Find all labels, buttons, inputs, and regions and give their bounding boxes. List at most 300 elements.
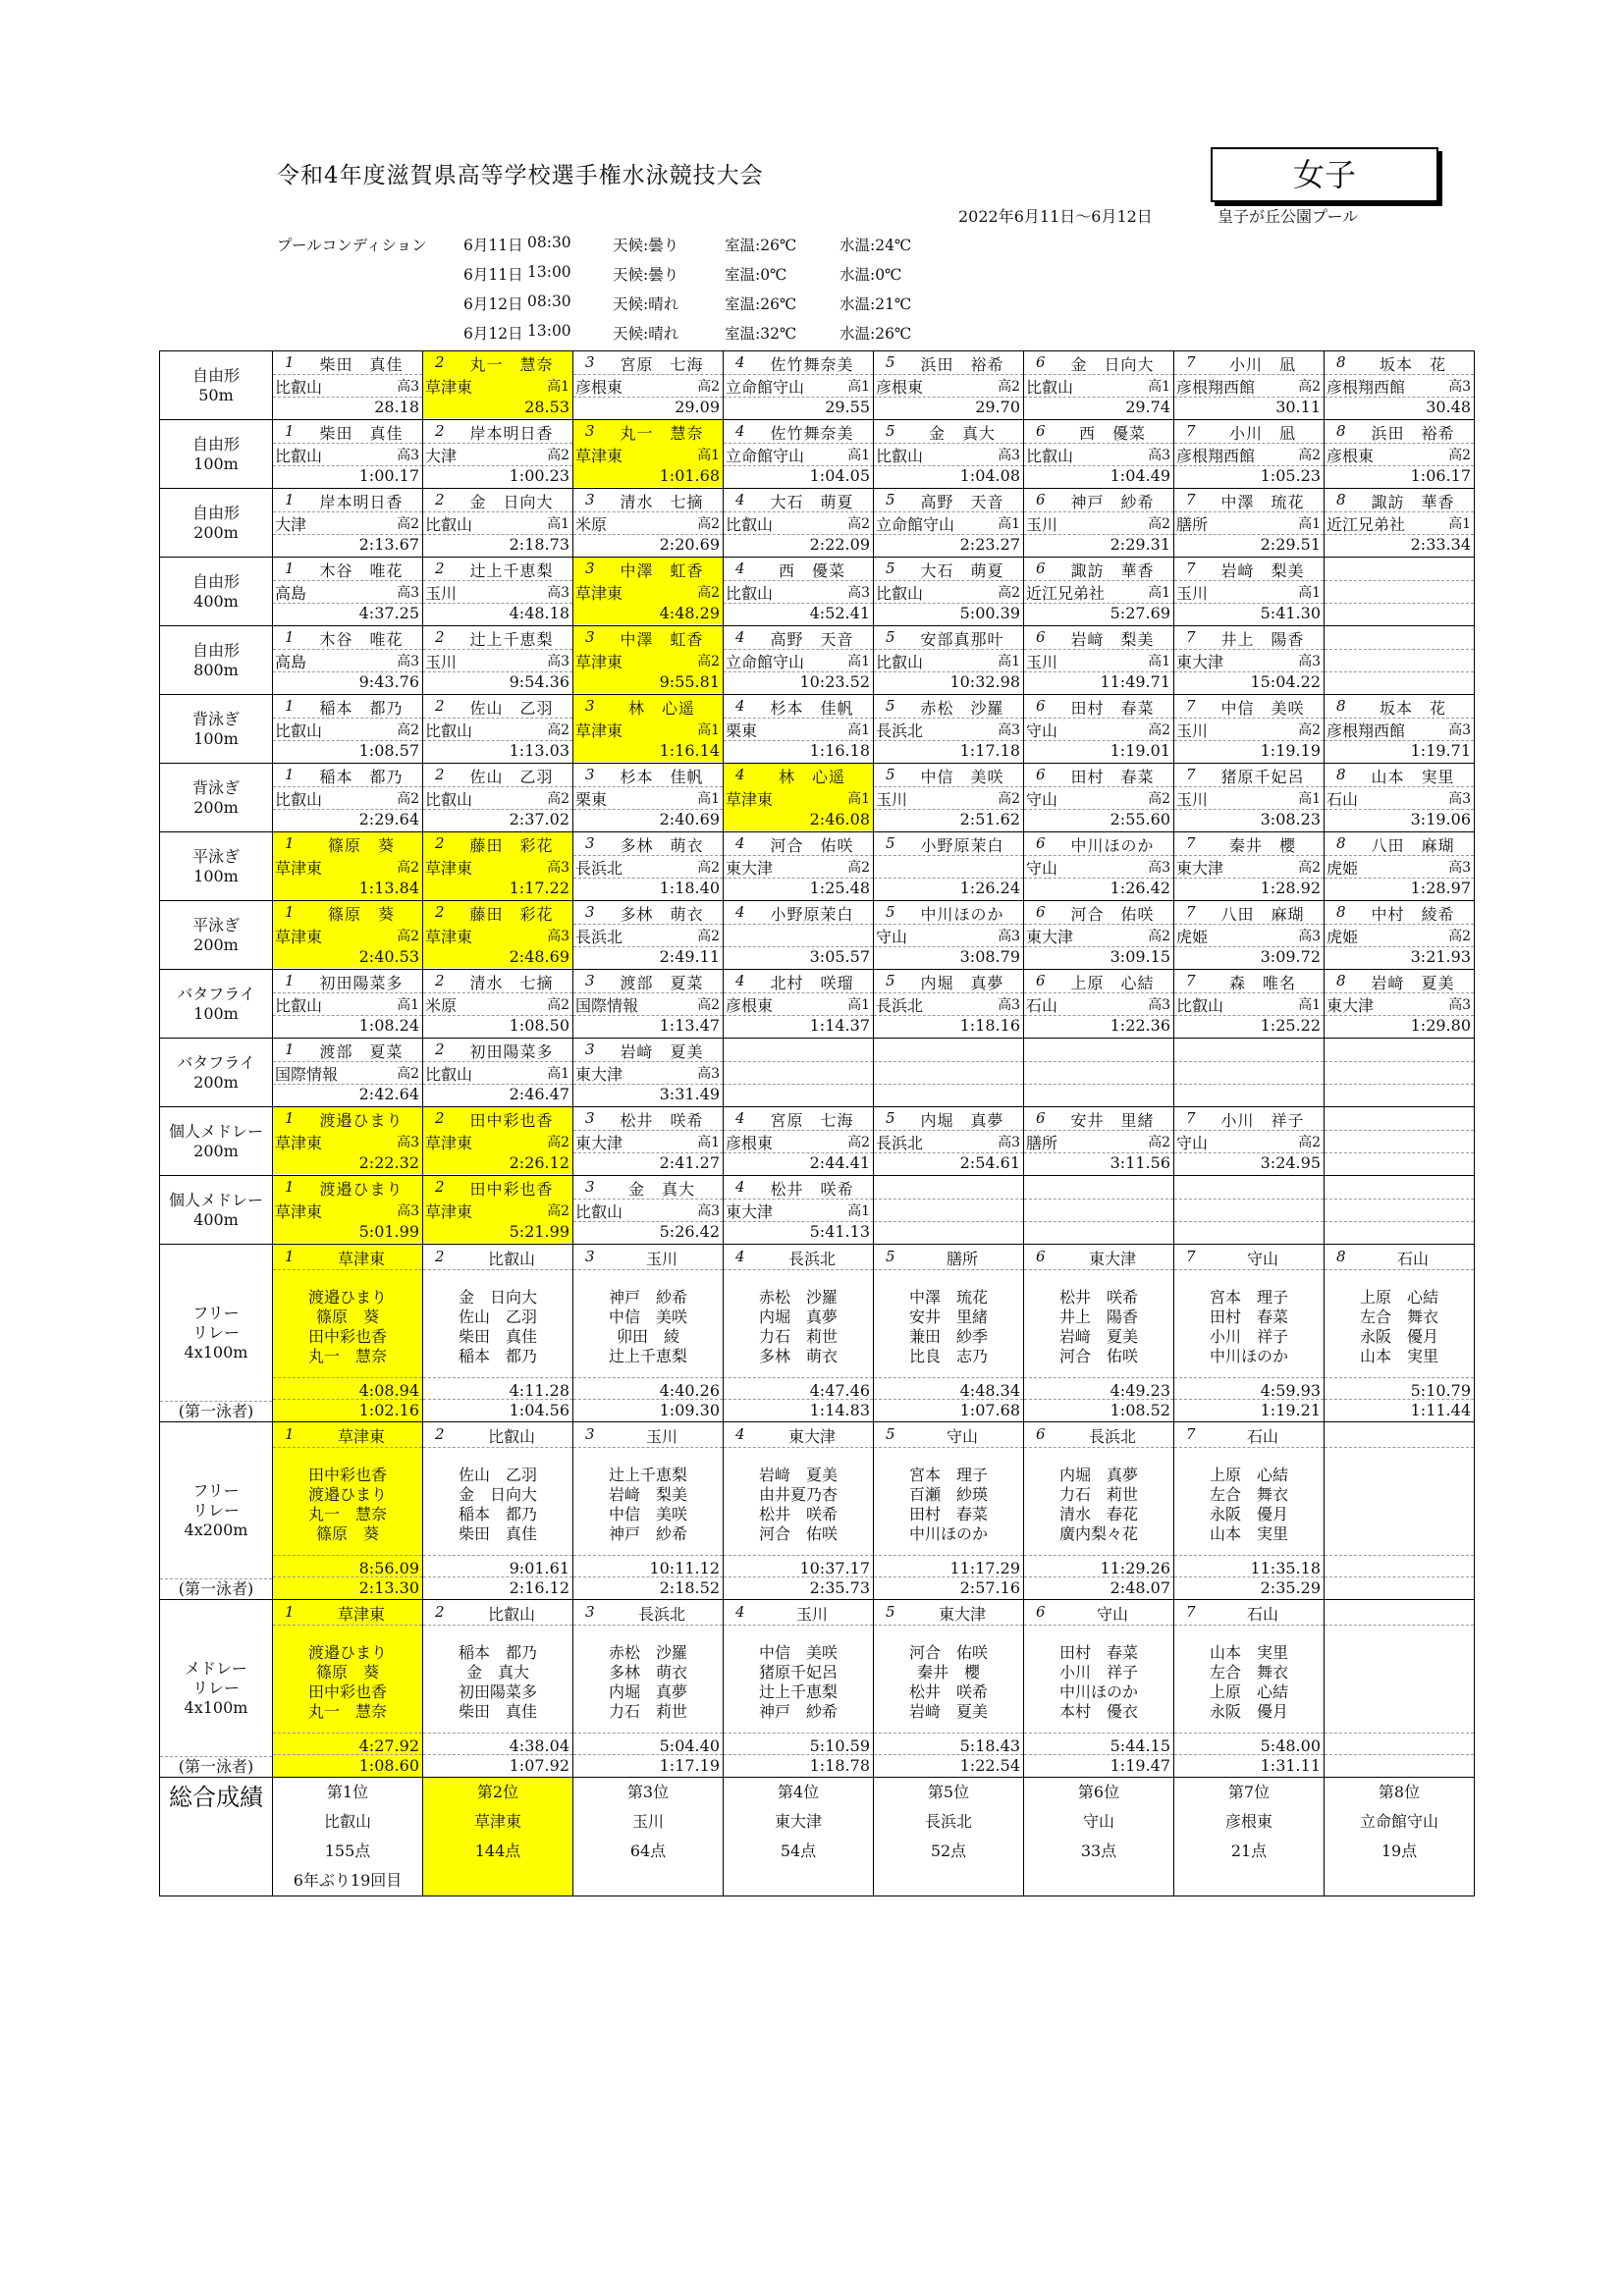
grade: 高2 [547,448,569,463]
result-line-school [423,855,572,879]
relay-swimmer: 丸一 慧奈 [307,1702,387,1721]
grade: 高3 [998,722,1020,738]
result-time: 1:00.23 [509,466,569,485]
result-line-name [273,1176,422,1200]
relay-team-line [1325,1422,1474,1448]
result-cell [724,1176,874,1245]
result-line-school [1325,374,1474,398]
result-line-time [1024,465,1173,487]
result-time: 2:29.31 [1110,535,1170,554]
result-line-school [1325,924,1474,947]
result-line-name [874,970,1023,993]
result-cell [573,420,724,489]
result-line-time [874,878,1023,899]
result-time: 15:04.22 [1250,672,1321,691]
result-line-name [273,695,422,719]
event-label [160,420,273,489]
relay-team-line [874,1422,1023,1448]
result-line-time [1325,809,1474,830]
relay-result [874,1422,1023,1599]
swimmer-name: 多林 萌衣 [620,905,704,924]
result-cell [573,901,724,970]
result-cell [1024,420,1174,489]
result-cell [273,695,423,764]
result-line-name [273,1039,422,1062]
relay-time: 4:47.46 [809,1381,870,1400]
result-line-name [724,1107,873,1131]
result-line-school [1024,374,1173,398]
result-time: 10:23.52 [799,672,870,691]
school-name: 虎姫 [1326,859,1359,878]
result-cell [1024,832,1174,901]
school-name: 玉川 [876,790,908,809]
divider [874,1733,1023,1734]
relay-swimmer: 河合 佑咲 [1058,1347,1138,1365]
grade: 高3 [547,585,569,601]
swimmer-name: 初田陽菜多 [469,1042,554,1061]
relay-swimmers [1024,1288,1173,1366]
relay-swimmer: 宮本 理子 [908,1466,988,1484]
result-line-name [1174,1176,1324,1200]
result-line-name [1024,1176,1173,1200]
result-cell [273,970,423,1039]
result-line-time [423,1152,572,1174]
result-line-school [874,511,1023,535]
result-cell [423,558,573,626]
result-line-name [1024,832,1173,856]
relay-swimmer: 上原 心結 [1359,1288,1438,1307]
school-name: 玉川 [1176,584,1209,603]
grade: 高3 [397,1135,419,1150]
result-time: 9:43.76 [358,672,419,691]
result-line-time [874,397,1023,418]
divider [1325,1576,1474,1577]
results-table [159,350,1475,1896]
swimmer-name: 金 真大 [928,424,996,443]
relay-swimmer: 河合 佑咲 [758,1524,838,1543]
result-line-school [1174,1199,1324,1222]
result-line-school [1174,1130,1324,1153]
event-label [160,558,273,626]
relay-swimmer: 猪原千妃呂 [758,1663,838,1682]
first-split-time: 1:11.44 [1410,1401,1471,1419]
result-time: 29.55 [825,398,870,416]
result-line-time [273,534,422,556]
school-name: 東大津 [1176,653,1224,671]
result-line-school [1325,992,1474,1016]
relay-swimmers [273,1288,422,1366]
lane-number: 2 [435,766,445,783]
result-cell [1325,489,1475,558]
lane-number: 3 [585,1178,595,1196]
result-time: 1:19.01 [1110,741,1170,760]
relay-swimmer: 赤松 沙羅 [608,1643,687,1662]
lane-number: 1 [285,628,295,646]
result-cell [423,1176,573,1245]
team-name: 守山 [946,1427,978,1446]
relay-swimmers [1174,1288,1324,1366]
result-cell [1174,970,1325,1039]
result-line-school [874,1130,1023,1153]
relay-cell [573,1245,724,1422]
result-line-school [423,1130,572,1153]
result-time: 1:18.40 [659,879,720,897]
school-name: 比叡山 [275,721,323,740]
grade: 高2 [847,860,870,876]
relay-team-line [273,1600,422,1626]
result-line-school [874,580,1023,604]
school-name: 草津東 [575,584,623,603]
result-line-time [724,946,873,968]
lane-number: 3 [585,353,595,371]
result-cell [573,695,724,764]
result-time: 1:25.22 [1260,1016,1321,1035]
school-name: 比叡山 [425,721,473,740]
result-line-name [724,970,873,993]
result-line-time [423,534,572,556]
grade: 高3 [1148,997,1170,1013]
lane-number: 2 [435,972,445,989]
result-time: 30.11 [1275,398,1321,416]
swimmer-name: 藤田 彩花 [469,836,554,855]
relay-cell [874,1422,1024,1600]
relay-swimmers [1174,1466,1324,1544]
relay-cell [1024,1422,1174,1600]
totals-cell [573,1778,724,1896]
team-name: 石山 [1246,1427,1278,1446]
school-name: 彦根翔西館 [1176,447,1256,465]
result-line-name [573,695,723,719]
divider [724,1733,873,1734]
swimmer-name: 宮原 七海 [770,1111,854,1130]
result-line-name [724,1039,873,1062]
result-line-time [1174,1084,1324,1105]
school-name: 比叡山 [876,584,924,603]
result-line-name [1174,489,1324,512]
result-line-name [1325,1176,1474,1200]
swimmer-name: 田中彩也香 [469,1180,554,1199]
rank-school: 彦根東 [1224,1812,1272,1831]
relay-result [273,1245,422,1421]
grade: 高3 [1448,379,1471,395]
relay-team-line [874,1600,1023,1626]
relay-swimmer: 神戸 紗希 [608,1288,687,1307]
result-line-time [724,1084,873,1105]
relay-label [160,1600,273,1778]
grade: 高2 [1298,379,1321,395]
result-line-time [874,534,1023,556]
result-line-school [273,374,422,398]
lane-number: 1 [285,834,295,852]
grade: 高2 [998,585,1020,601]
result-line-school [423,649,572,672]
relay-swimmer: 力石 莉世 [1058,1485,1138,1504]
result-cell [423,1039,573,1107]
grade: 高1 [998,654,1020,669]
totals-cell [1024,1778,1174,1896]
grade: 高2 [1448,929,1471,944]
grade: 高3 [547,860,569,876]
result-line-time [1174,397,1324,418]
result-time: 3:09.15 [1110,947,1170,966]
lane-number: 1 [285,1425,295,1443]
event-label [160,695,273,764]
school-name: 東大津 [1326,996,1375,1015]
result-line-time [273,671,422,693]
result-time: 1:01.68 [659,466,720,485]
result-line-school [573,443,723,466]
school-name: 膳所 [1176,515,1209,534]
grade: 高1 [1148,585,1170,601]
condition-water: 水温:0℃ [839,266,902,284]
lane-number: 1 [285,697,295,715]
lane-number: 2 [435,353,445,371]
event-distance: 100m [193,1003,239,1023]
result-cell [1325,1039,1475,1107]
condition-time: 08:30 [527,293,571,310]
first-split-time: 1:02.16 [358,1401,419,1419]
school-name: 比叡山 [425,515,473,534]
relay-swimmer: 神戸 紗希 [758,1702,838,1721]
lane-number: 5 [886,1109,895,1127]
result-line-name [273,901,422,925]
totals-cell [1174,1778,1325,1896]
result-line-name [1174,1039,1324,1062]
result-line-name [874,1107,1023,1131]
result-time: 2:29.64 [358,810,419,828]
result-line-name [874,626,1023,650]
lane-number: 3 [585,834,595,852]
event-label [160,764,273,832]
result-line-time [273,465,422,487]
school-name: 比叡山 [275,447,323,465]
relay-swimmer: 河合 佑咲 [908,1643,988,1662]
event-name: 背泳ぎ [191,709,240,728]
result-line-time [1174,1152,1324,1174]
lane-number: 5 [886,353,895,371]
result-line-school [423,1199,572,1222]
result-cell [573,970,724,1039]
lane-number: 4 [735,1603,745,1621]
relay-team-line [423,1600,572,1626]
relay-swimmer: 本村 優衣 [1058,1702,1138,1721]
relay-cell [1174,1600,1325,1778]
grade: 高1 [1448,516,1471,532]
school-name: 守山 [876,928,908,946]
relay-time: 5:18.43 [959,1736,1020,1755]
school-name: 長浜北 [876,1134,924,1152]
result-line-time [573,1152,723,1174]
relay-cell [1325,1245,1475,1422]
grade: 高2 [397,1066,419,1082]
venue: 皇子が丘公園プール [1218,207,1359,226]
result-line-time [273,1084,422,1105]
result-time: 5:27.69 [1110,604,1170,622]
result-cell [874,764,1024,832]
relay-result [1325,1245,1474,1421]
grade: 高2 [1298,860,1321,876]
school-name: 高島 [275,584,307,603]
result-time: 5:41.30 [1260,604,1321,622]
result-line-name [724,901,873,925]
swimmer-name: 北村 咲瑠 [770,974,854,992]
relay-swimmer: 小川 祥子 [1058,1663,1138,1682]
relay-label [160,1245,273,1422]
relay-time: 4:27.92 [358,1736,419,1755]
result-line-time [724,397,873,418]
lane-number: 5 [886,1248,895,1265]
result-line-time [1024,603,1173,624]
lane-number: 7 [1186,1603,1196,1621]
grade: 高3 [1148,448,1170,463]
swimmer-name: 岸本明日香 [469,424,554,443]
swimmer-name: 浜田 裕希 [920,355,1004,374]
relay-result [1174,1245,1324,1421]
grade: 高3 [998,1135,1020,1150]
relay-result [423,1245,572,1421]
result-time: 3:24.95 [1260,1153,1321,1172]
divider [724,1377,873,1378]
divider [1174,1555,1324,1556]
lane-number: 3 [585,1603,595,1621]
result-cell [724,1107,874,1176]
relay-cell [423,1245,573,1422]
result-time: 3:31.49 [659,1085,720,1103]
result-line-name [1024,970,1173,993]
result-time: 11:49.71 [1100,672,1170,691]
swimmer-name: 安井 里緒 [1070,1111,1155,1130]
swimmer-name: 杉本 佳帆 [620,768,704,786]
relay-time: 4:38.04 [509,1736,569,1755]
relay-swimmer: 上原 心結 [1209,1682,1288,1701]
result-line-name [1325,489,1474,512]
lane-number: 4 [735,1109,745,1127]
totals-cell [874,1778,1024,1896]
result-line-name [724,558,873,581]
result-line-time [573,534,723,556]
result-cell [573,489,724,558]
lane-number: 2 [435,834,445,852]
relay-distance: 4x100m [184,1343,248,1362]
result-line-school [573,649,723,672]
swimmer-name: 金 真大 [627,1180,695,1199]
relay-swimmers [1024,1466,1173,1544]
result-time: 2:23.27 [959,535,1020,554]
grade: 高2 [547,997,569,1013]
result-line-name [874,695,1023,719]
result-line-school [273,855,422,879]
relay-swimmer: 山本 実里 [1209,1524,1288,1543]
result-time: 28.53 [524,398,569,416]
result-cell [423,970,573,1039]
lane-number: 8 [1336,903,1346,921]
result-time: 29.70 [975,398,1020,416]
relay-team-line [724,1245,873,1270]
grade: 高2 [697,929,720,944]
result-line-school [273,924,422,947]
first-split-time: 2:13.30 [358,1578,419,1597]
grade: 高2 [1148,1135,1170,1150]
swimmer-name: 杉本 佳帆 [770,699,854,718]
relay-swimmer: 金 日向大 [458,1288,537,1307]
result-cell [573,558,724,626]
relay-result [1325,1422,1474,1599]
school-name: 比叡山 [275,996,323,1015]
result-line-school [1325,1061,1474,1085]
relay-team-line [573,1600,723,1626]
school-name: 東大津 [1176,859,1224,878]
result-cell [573,1039,724,1107]
condition-weather: 天候:晴れ [613,295,679,313]
result-line-time [573,465,723,487]
relay-cell [724,1600,874,1778]
swimmer-name: 森 唯名 [1228,974,1296,992]
result-line-name [724,626,873,650]
relay-swimmers [273,1643,422,1722]
totals-cell [423,1778,573,1896]
result-line-time [573,397,723,418]
school-name: 比叡山 [876,653,924,671]
swimmer-name: 大石 萌夏 [770,493,854,511]
result-line-name [423,1107,572,1131]
result-time: 29.09 [675,398,720,416]
result-cell [1024,1176,1174,1245]
result-line-school [1174,1061,1324,1085]
result-line-time [1024,878,1173,899]
relay-result [1174,1600,1324,1777]
relay-label-wrap [160,1481,272,1540]
result-cell [1174,1039,1325,1107]
school-name: 比叡山 [275,378,323,397]
result-cell [1024,626,1174,695]
lane-number: 4 [735,422,745,440]
rank-school: 長浜北 [924,1812,972,1831]
event-row [160,351,1475,420]
result-line-school [1325,511,1474,535]
event-distance: 100m [193,454,239,473]
result-line-name [874,558,1023,581]
relay-swimmer: 稲本 都乃 [458,1643,537,1662]
school-name: 彦根翔西館 [1176,378,1256,397]
lane-number: 3 [585,1109,595,1127]
result-line-school [273,511,422,535]
lane-number: 3 [585,1041,595,1058]
grade: 高1 [1148,654,1170,669]
grade: 高1 [847,1203,870,1219]
lane-number: 6 [1036,353,1046,371]
rank: 第5位 [927,1783,970,1801]
relay-result [573,1245,723,1421]
gender-label: 女子 [1211,147,1438,202]
grade: 高1 [847,379,870,395]
lane-number: 5 [886,491,895,508]
school-name: 国際情報 [575,996,639,1015]
result-line-time [1325,740,1474,762]
first-split-time: 1:19.47 [1110,1756,1170,1775]
result-line-name [1325,1039,1474,1062]
result-line-time [573,1084,723,1105]
result-line-school [724,649,873,672]
lane-number: 1 [285,1248,295,1265]
relay-row [160,1422,1475,1600]
first-split-time: 1:14.83 [809,1401,870,1419]
result-cell [273,626,423,695]
school-name: 守山 [1176,1134,1209,1152]
relay-time: 5:04.40 [659,1736,720,1755]
result-line-school [1174,718,1324,741]
result-line-time [273,740,422,762]
relay-swimmers [874,1466,1023,1544]
